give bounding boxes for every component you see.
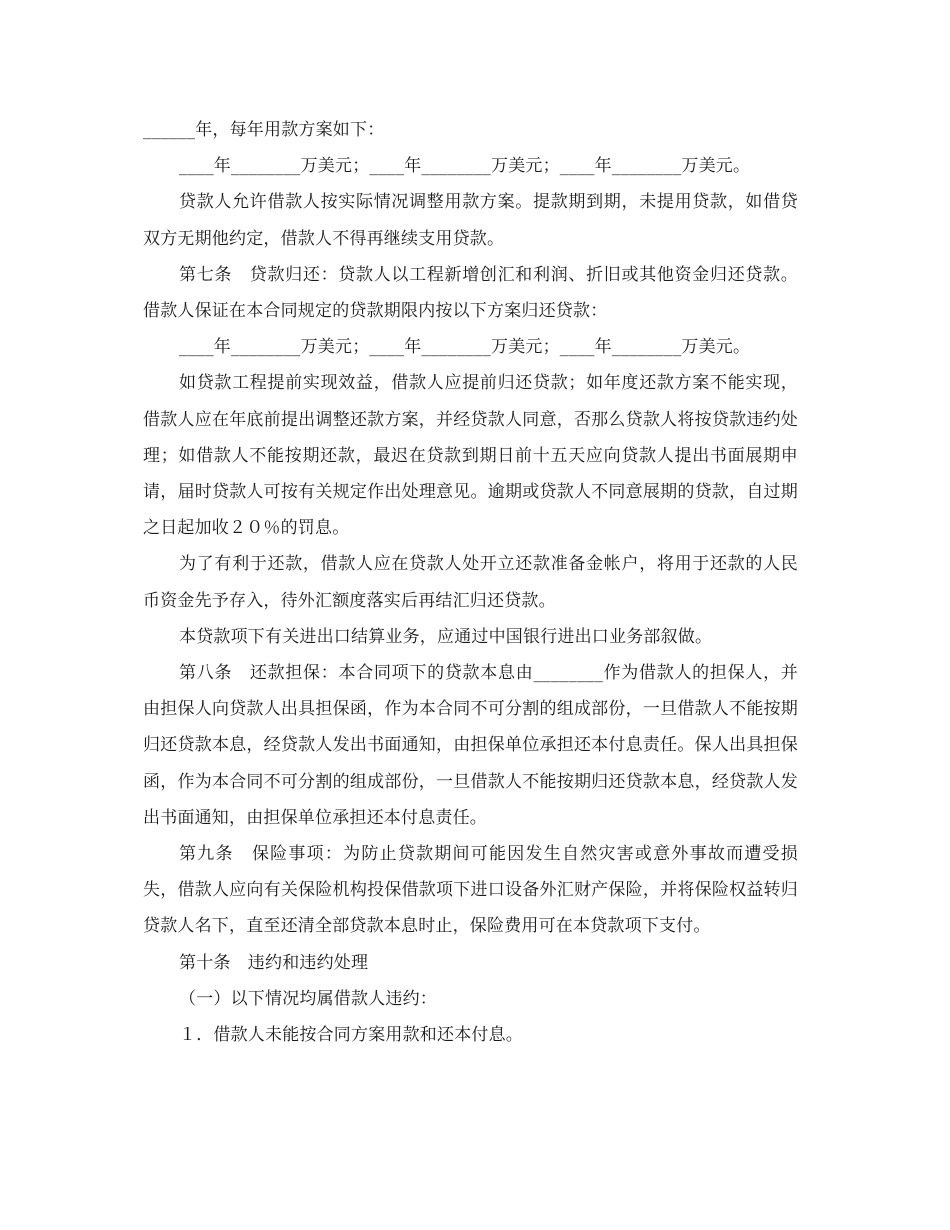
paragraph-article-7-repayment: 第七条 贷款归还：贷款人以工程新增创汇和利润、折旧或其他资金归还贷款。借款人保证在本合同规定的贷款期限内按以下方案归还贷款：: [143, 264, 798, 322]
paragraph-default-case-1: １．借款人未能按合同方案用款和还本付息。: [179, 1025, 523, 1046]
paragraph-article-9-insurance: 第九条 保险事项：为防止贷款期间可能因发生自然灾害或意外事故而遭受损失，借款人应向有关保险机构投保借款项下进口设备外汇财产保险，并将保险权益转归贷款人名下，直至还清全部贷款本息时止，保险费用可在本贷款项下支付。: [143, 844, 798, 937]
paragraph-adjust-plan: 贷款人允许借款人按实际情况调整用款方案。提款期到期，未提用贷款，如借贷双方无期他约定，借款人不得再继续支用贷款。: [143, 192, 798, 249]
paragraph-default-cases-heading: （一）以下情况均属借款人违约：: [179, 988, 437, 1009]
paragraph-article-8-guarantee: 第八条 还款担保：本合同项下的贷款本息由________作为借款人的担保人，并由担保人向贷款人出具担保函，作为本合同不可分割的组成部份，一旦借款人不能按期归还贷款本息，经贷款人发出书面通知，由担保单位承担还本付息责任。保人出具担保函，作为本合同不可分割的组成部份，一旦借款人不能按期归还贷款本息，经贷款人发出书面通知，由担保单位承担还本付息责任。: [143, 663, 798, 828]
paragraph-reserve-account: 为了有利于还款，借款人应在贷款人处开立还款准备金帐户，将用于还款的人民币资金先予存入，待外汇额度落实后再结汇归还贷款。: [143, 554, 798, 611]
paragraph-early-repayment: 如贷款工程提前实现效益，借款人应提前归还贷款；如年度还款方案不能实现，借款人应在年底前提出调整还款方案，并经贷款人同意，否那么贷款人将按贷款违约处理；如借款人不能按期还款，最迟在贷款到期日前十五天应向贷款人提出书面展期申请，届时贷款人可按有关规定作出处理意见。逾期或贷款人不同意展期的贷款，自过期之日起加收２０％的罚息。: [143, 373, 798, 539]
document-body: [143, 112, 798, 1053]
paragraph-year-plan-intro: ______年，每年用款方案如下：: [143, 120, 385, 140]
paragraph-settlement-business: 本贷款项下有关进出口结算业务，应通过中国银行进出口业务部叙做。: [179, 626, 713, 647]
paragraph-article-10-heading: 第十条 违约和违约处理: [179, 952, 369, 973]
paragraph-repayment-schedule: ____年________万美元；____年________万美元；____年________万美元。: [179, 337, 751, 358]
paragraph-year-amount-plan: ____年________万美元；____年________万美元；____年________万美元。: [179, 156, 751, 177]
